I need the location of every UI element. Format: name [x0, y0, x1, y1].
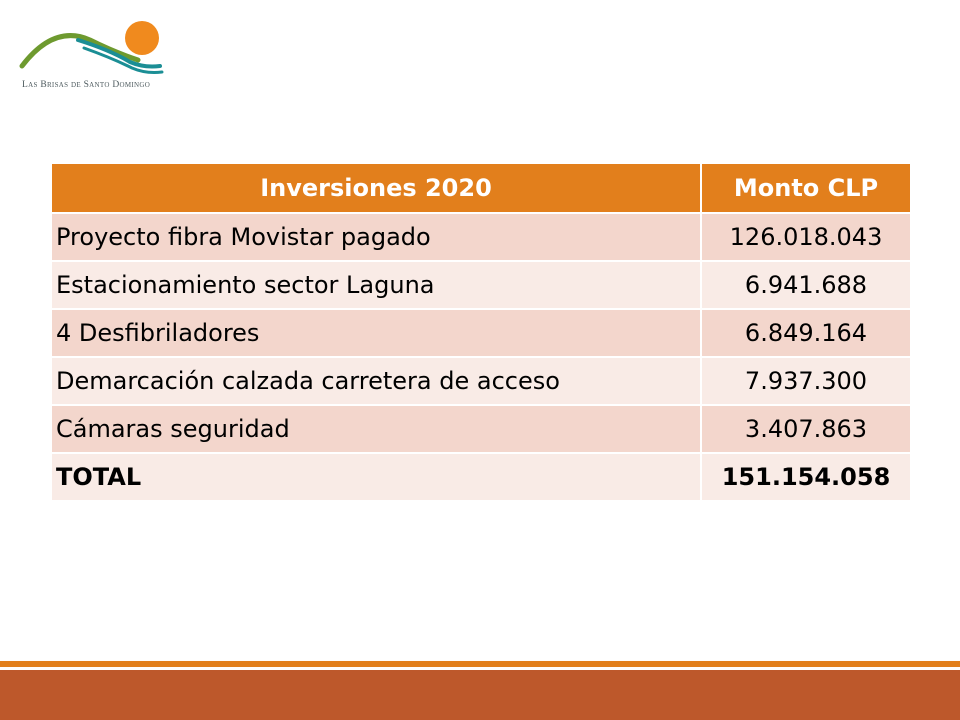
logo-text: Las Brisas de Santo Domingo — [22, 80, 151, 90]
logo — [18, 16, 178, 96]
row-amount: 7.937.300 — [701, 357, 911, 405]
row-item: Proyecto fibra Movistar pagado — [51, 213, 701, 261]
row-amount: 6.941.688 — [701, 261, 911, 309]
header-monto: Monto CLP — [701, 163, 911, 213]
logo-mark-icon — [18, 16, 178, 82]
row-item: Demarcación calzada carretera de acceso — [51, 357, 701, 405]
header-inversiones: Inversiones 2020 — [51, 163, 701, 213]
row-amount: 3.407.863 — [701, 405, 911, 453]
table-row — [51, 261, 911, 309]
total-amount: 151.154.058 — [701, 453, 911, 501]
total-row — [51, 453, 911, 501]
table-row — [51, 405, 911, 453]
row-item: 4 Desfibriladores — [51, 309, 701, 357]
table-row — [51, 309, 911, 357]
table-row — [51, 357, 911, 405]
row-amount: 6.849.164 — [701, 309, 911, 357]
footer-band — [0, 670, 960, 720]
table-row — [51, 213, 911, 261]
sun-icon — [125, 21, 159, 55]
row-amount: 126.018.043 — [701, 213, 911, 261]
table-header-row — [51, 163, 911, 213]
row-item: Cámaras seguridad — [51, 405, 701, 453]
footer-line — [0, 661, 960, 667]
investments-table — [50, 162, 912, 502]
row-item: Estacionamiento sector Laguna — [51, 261, 701, 309]
total-label: TOTAL — [51, 453, 701, 501]
